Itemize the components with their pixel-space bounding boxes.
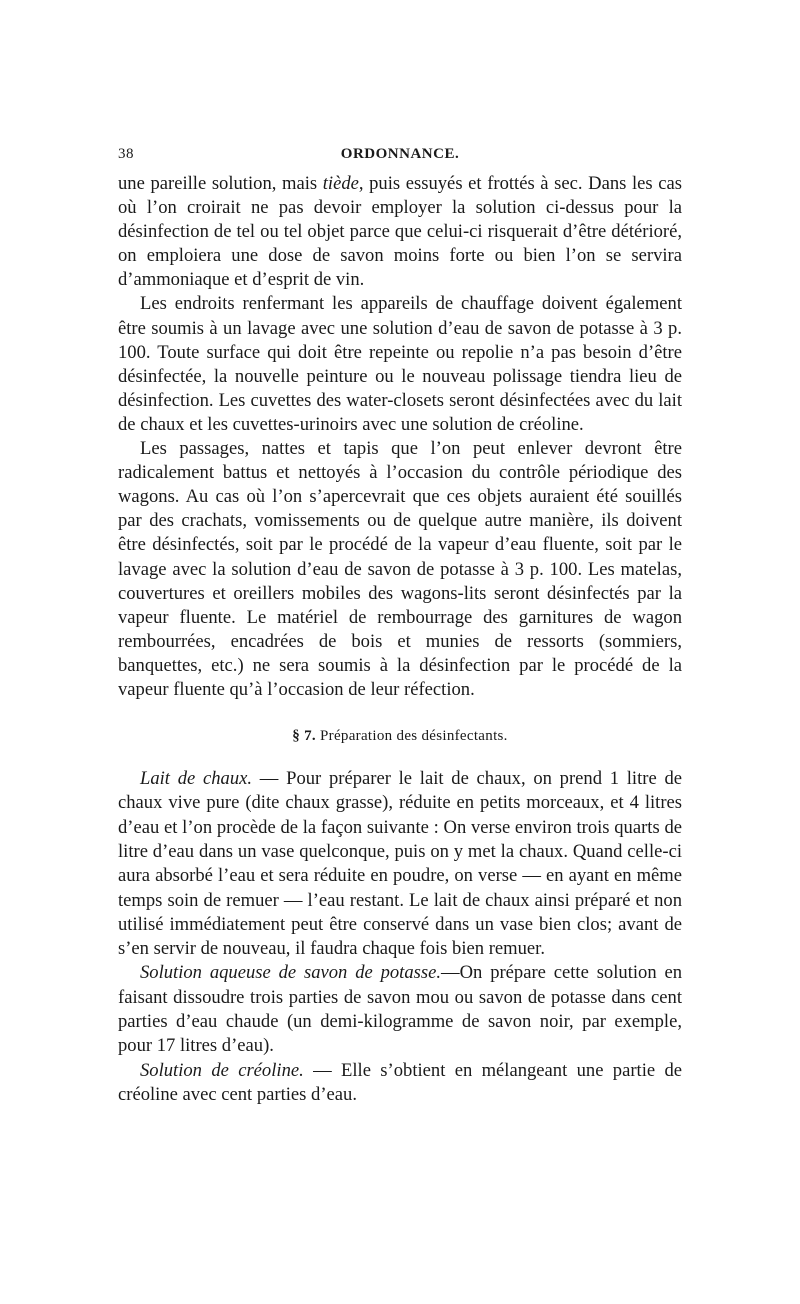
recipe-label-chaux: Lait de chaux.	[140, 768, 253, 790]
recipe-text-savon: —On prépare cette solution en faisant dissoudre trois parties de savon mou ou savon de potasse dans cent parties d’eau chaude (un demi-kilogramme de savon noir, par exemple, pour 17 litres d’eau).	[118, 962, 683, 1057]
section-number: § 7.	[292, 728, 316, 745]
paragraph-lait-de-chaux	[118, 767, 682, 961]
running-head	[118, 142, 682, 172]
recipe-label-savon: Solution aqueuse de savon de potasse.	[140, 962, 442, 984]
recipe-label-creoline: Solution de créoline.	[140, 1059, 304, 1081]
paragraph-solution-savon	[118, 961, 682, 1058]
paragraph-continuation	[118, 172, 682, 292]
running-title: ORDONNANCE.	[340, 146, 460, 162]
emphasis-tiede: tiède	[322, 173, 359, 194]
paragraph-text: une pareille solution, mais	[118, 173, 323, 194]
paragraph-text-rest: , puis essuyés et frottés à sec. Dans les cas où l’on croirait ne pas devoir employer la solution ci-dessus pour la désinfection de tel ou tel objet parce que celui-ci risquerait d’être détérioré, on emploiera une dose de savon moins forte ou bien l’on se servira d’ammoniaque et d’esprit de vin.	[118, 173, 682, 291]
section-title: Préparation des désinfectants.	[320, 728, 508, 745]
paragraph-chauffage: Les endroits renfermant les appareils de chauffage doivent également être soumis à un lavage avec une solution d’eau de savon de potasse à 3 p. 100. Toute surface qui doit être repeinte ou repolie n’a pas besoin d’être désinfectée, la nouvelle peinture ou le nouveau polissage tiendra lieu de désinfection. Les cuvettes des water-closets seront désinfectées avec du lait de chaux et les cuvettes-urinoirs avec une solution de créoline.	[118, 293, 682, 435]
paragraph-solution-creoline	[118, 1059, 682, 1108]
section-heading	[118, 728, 682, 745]
recipe-text-chaux: — Pour préparer le lait de chaux, on prend 1 litre de chaux vive pure (dite chaux grasse), réduite en petits morceaux, et 4 litres d’eau et l’on procède de la façon suivante : On verse environ trois quarts de litre d’eau dans un vase quelconque, puis on y met la chaux. Quand celle-ci aura absorbé l’eau et sera réduite en poudre, on verse — en ayant en même temps soin de remuer — l’eau restant. Le lait de chaux ainsi préparé et non utilisé immédiatement peut être conservé dans un vase bien clos; avant de s’en servir de nouveau, il faudra chaque fois bien remuer.	[118, 768, 682, 960]
recipe-text-creoline: — Elle s’obtient en mélangeant une partie de créoline avec cent parties d’eau.	[118, 1059, 682, 1105]
page-number: 38	[118, 146, 134, 162]
book-page	[118, 142, 682, 1107]
paragraph-passages: Les passages, nattes et tapis que l’on peut enlever devront être radicalement battus et nettoyés à l’occasion du contrôle périodique des wagons. Au cas où l’on s’apercevrait que ces objets auraient été souillés par des crachats, vomissements ou de quelque autre manière, ils doivent être désinfectés, soit par le procédé de la vapeur d’eau fluente, soit par le lavage avec la solution d’eau de savon de potasse à 3 p. 100. Les matelas, couvertures et oreillers mobiles des wagons-lits seront désinfectés par la vapeur fluente. Le matériel de rembourrage des garnitures de wagon rembourrées, encadrées de bois et munies de ressorts (sommiers, banquettes, etc.) ne sera soumis à la désinfection par le procédé de la vapeur fluente qu’à l’occasion de leur réfection.	[118, 438, 682, 700]
